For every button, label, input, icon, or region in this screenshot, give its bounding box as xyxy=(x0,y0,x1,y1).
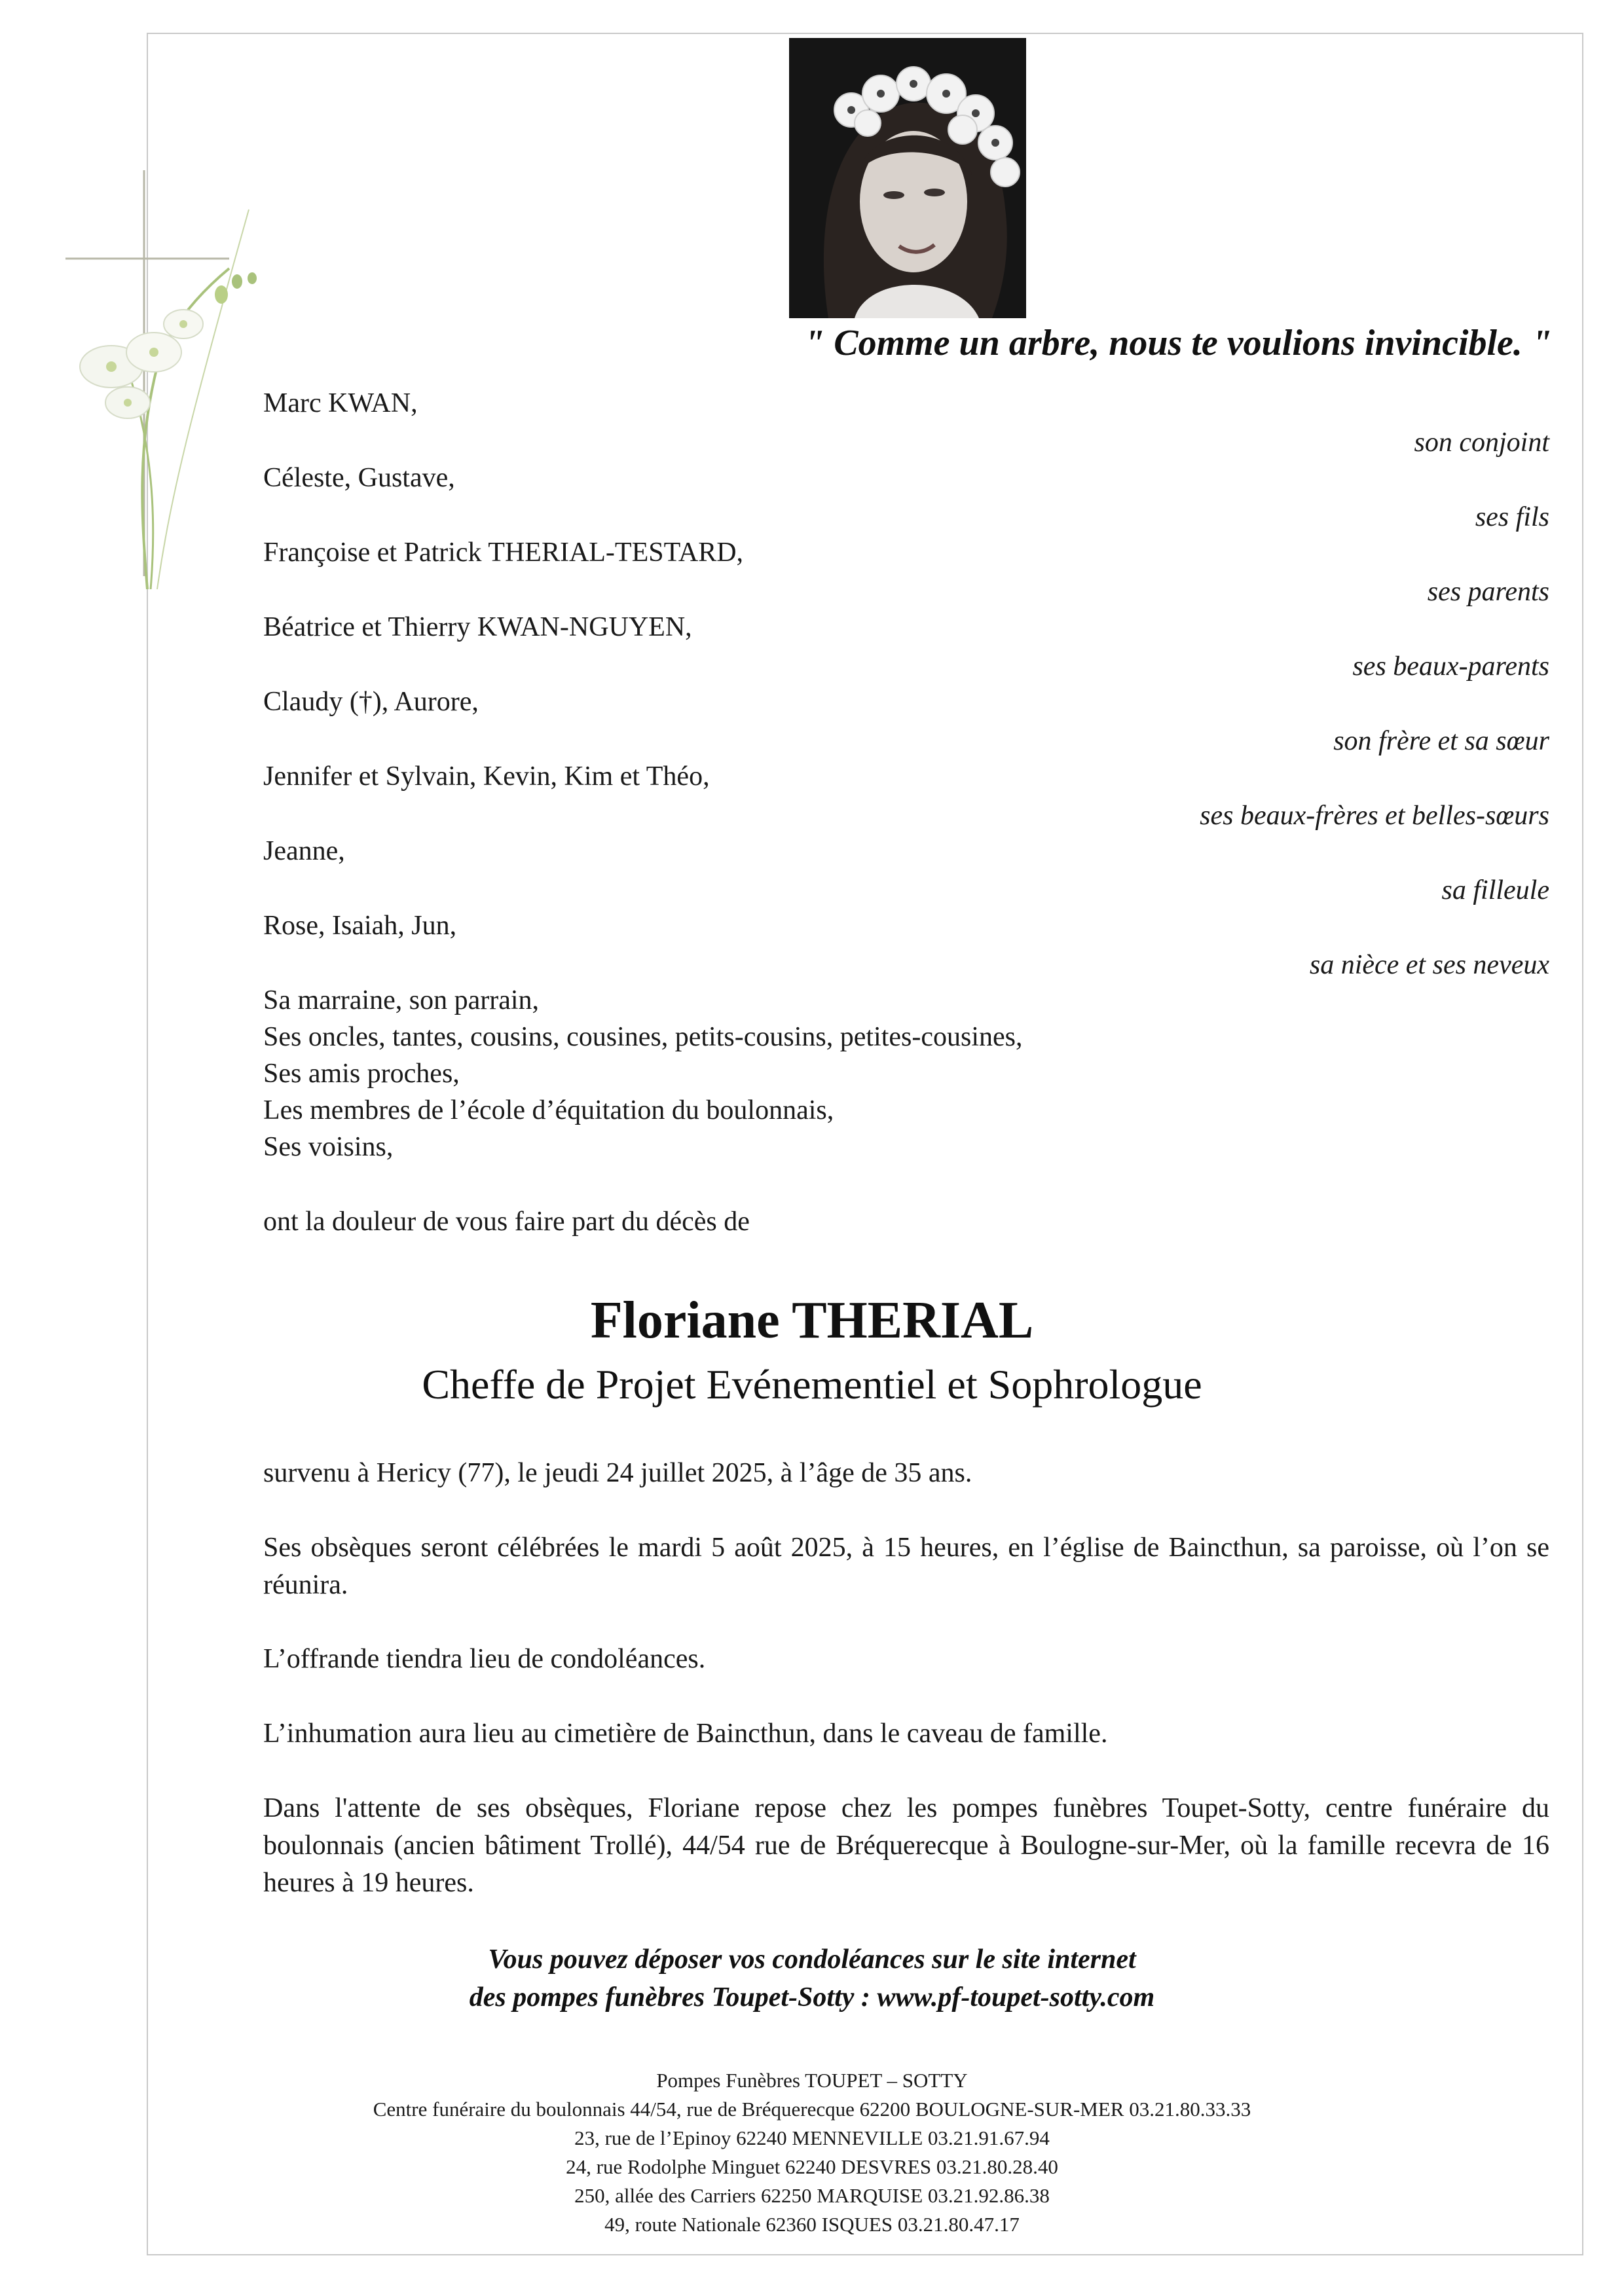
family-relation: ses fils xyxy=(1475,502,1549,532)
others-line: Les membres de l’école d’équitation du boulonnais, xyxy=(263,1095,834,1125)
funeral-details: Ses obsèques seront célébrées le mardi 5 août 2025, à 15 heures, en l’église de Baincthun, sa paroisse, où l’on se réunira. xyxy=(263,1533,1549,1600)
family-row xyxy=(0,761,1624,831)
family-relation: sa filleule xyxy=(1441,875,1549,905)
memorial-quote: " Comme un arbre, nous te voulions invincible. " xyxy=(804,323,1552,363)
others-line: Ses amis proches, xyxy=(263,1059,460,1089)
portrait-photo xyxy=(789,38,1026,318)
footer-line: 49, route Nationale 62360 ISQUES 03.21.80.47.17 xyxy=(604,2213,1020,2236)
family-row xyxy=(0,910,1624,980)
footer-line: Centre funéraire du boulonnais 44/54, rue de Bréquerecque 62200 BOULOGNE-SUR-MER 03.21.80.33.33 xyxy=(373,2098,1251,2121)
funeral-home-footer xyxy=(0,2066,1624,2239)
family-member-name: Béatrice et Thierry KWAN-NGUYEN, xyxy=(263,612,692,642)
family-row xyxy=(0,835,1624,905)
family-member-name: Marc KWAN, xyxy=(263,388,418,418)
family-row xyxy=(0,388,1624,458)
family-relation: ses beaux-parents xyxy=(1352,651,1549,682)
deceased-name: Floriane THERIAL xyxy=(590,1292,1034,1349)
family-relation: ses beaux-frères et belles-sœurs xyxy=(1200,801,1549,831)
family-row xyxy=(0,611,1624,682)
others-line: Ses oncles, tantes, cousins, cousines, petits-cousins, petites-cousines, xyxy=(263,1022,1023,1052)
burial-details: L’inhumation aura lieu au cimetière de Baincthun, dans le caveau de famille. xyxy=(263,1719,1108,1749)
deceased-profession: Cheffe de Projet Evénementiel et Sophrologue xyxy=(422,1361,1202,1408)
family-member-name: Claudy (†), Aurore, xyxy=(263,687,479,717)
others-line: Ses voisins, xyxy=(263,1132,394,1162)
family-member-name: Jennifer et Sylvain, Kevin, Kim et Théo, xyxy=(263,761,710,792)
family-row xyxy=(0,537,1624,607)
family-member-name: Jeanne, xyxy=(263,836,345,866)
cross-with-orchids-illustration xyxy=(59,170,308,589)
announcement-text: ont la douleur de vous faire part du décès de xyxy=(263,1207,750,1237)
family-row xyxy=(0,462,1624,532)
family-member-name: Céleste, Gustave, xyxy=(263,463,455,493)
website-line: des pompes funèbres Toupet-Sotty : www.pf-toupet-sotty.com xyxy=(469,1982,1155,2013)
offering-note: L’offrande tiendra lieu de condoléances. xyxy=(263,1644,706,1674)
footer-line: 24, rue Rodolphe Minguet 62240 DESVRES 03.21.80.28.40 xyxy=(566,2155,1058,2178)
family-member-name: Françoise et Patrick THERIAL-TESTARD, xyxy=(263,538,744,568)
footer-line: 250, allée des Carriers 62250 MARQUISE 03.21.92.86.38 xyxy=(574,2184,1050,2207)
footer-line: 23, rue de l’Epinoy 62240 MENNEVILLE 03.21.91.67.94 xyxy=(574,2126,1050,2149)
footer-line: Pompes Funèbres TOUPET – SOTTY xyxy=(656,2069,968,2092)
website-line: Vous pouvez déposer vos condoléances sur le site internet xyxy=(488,1944,1136,1975)
family-relation: son frère et sa sœur xyxy=(1333,726,1549,756)
family-relation: ses parents xyxy=(1427,577,1549,607)
family-member-name: Rose, Isaiah, Jun, xyxy=(263,911,457,941)
resting-place-details: Dans l'attente de ses obsèques, Floriane repose chez les pompes funèbres Toupet-Sotty, centre funéraire du boulonnais (ancien bâtiment Trollé), 44/54 rue de Bréquerecque à Boulogne-sur-Mer, où la famille recevra de 16 heures à 19 heures. xyxy=(263,1793,1549,1898)
condolences-website-note xyxy=(0,1941,1624,2016)
family-relation: sa nièce et ses neveux xyxy=(1309,950,1549,980)
death-details: survenu à Hericy (77), le jeudi 24 juillet 2025, à l’âge de 35 ans. xyxy=(263,1458,972,1488)
family-relation: son conjoint xyxy=(1414,428,1549,458)
others-line: Sa marraine, son parrain, xyxy=(263,985,540,1015)
family-row xyxy=(0,686,1624,756)
